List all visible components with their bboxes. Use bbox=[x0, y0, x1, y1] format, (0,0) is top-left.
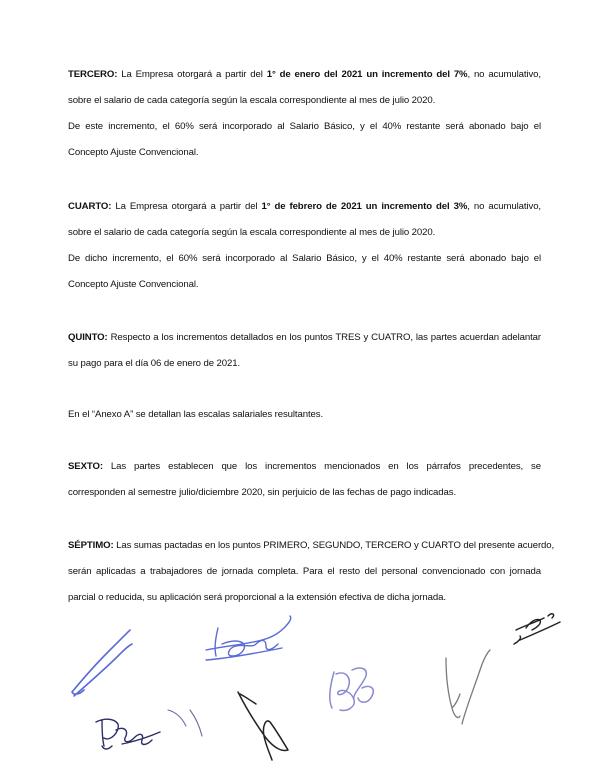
clause-line bbox=[68, 272, 541, 298]
signature-2 bbox=[206, 616, 291, 660]
clause-heading: SÉPTIMO: bbox=[68, 540, 114, 551]
clause-line bbox=[68, 351, 541, 377]
bold-text: 1° de febrero de 2021 un incremento del 3% bbox=[261, 201, 468, 212]
body-text: La Empresa otorgará a partir del bbox=[111, 201, 262, 212]
body-text: Concepto Ajuste Convencional. bbox=[68, 279, 199, 290]
body-text: sobre el salario de cada categoría según la escala correspondiente al mes de julio 2020. bbox=[68, 227, 436, 238]
clause-quinto bbox=[68, 325, 541, 377]
body-text: , no acumulativo, bbox=[467, 69, 541, 80]
clause-heading: SEXTO: bbox=[68, 461, 103, 472]
body-text: parcial o reducida, su aplicación será proporcional a la extensión efectiva de dicha jornada. bbox=[68, 592, 446, 603]
clause-line bbox=[68, 480, 541, 506]
body-text: De este incremento, el 60% será incorporado al Salario Básico, y el 40% restante será abonado bajo el bbox=[68, 121, 541, 132]
signature-8 bbox=[168, 710, 202, 736]
clause-line bbox=[68, 325, 541, 351]
body-text: Concepto Ajuste Convencional. bbox=[68, 147, 199, 158]
signature-3 bbox=[514, 614, 560, 644]
body-text: De dicho incremento, el 60% será incorporado al Salario Básico, y el 40% restante será abonado bajo el bbox=[68, 253, 541, 264]
body-text: , no acumulativo, bbox=[467, 201, 541, 212]
clause-line bbox=[68, 220, 541, 246]
body-text: su pago para el día 06 de enero de 2021. bbox=[68, 358, 241, 369]
clause-line bbox=[68, 88, 541, 114]
body-text: En el “Anexo A” se detallan las escalas salariales resultantes. bbox=[68, 409, 324, 420]
bold-text: 1° de enero del 2021 un incremento del 7% bbox=[266, 69, 468, 80]
clause-heading: QUINTO: bbox=[68, 332, 108, 343]
clause-line bbox=[68, 194, 541, 220]
body-text: sobre el salario de cada categoría según la escala correspondiente al mes de julio 2020. bbox=[68, 95, 436, 106]
clause-line bbox=[68, 246, 541, 272]
signature-6 bbox=[96, 719, 160, 749]
clause-heading: CUARTO: bbox=[68, 201, 112, 212]
clause-line bbox=[68, 140, 541, 166]
signature-4 bbox=[330, 668, 373, 710]
body-text: Las partes establecen que los incrementos mencionados en los párrafos precedentes, se bbox=[102, 461, 541, 472]
body-text: Las sumas pactadas en los puntos PRIMERO, SEGUNDO, TERCERO y CUARTO del presente acuerdo, bbox=[113, 540, 555, 551]
clause-anexo-note bbox=[68, 402, 541, 428]
signature-5 bbox=[446, 650, 490, 724]
clause-line bbox=[68, 402, 541, 428]
body-text: La Empresa otorgará a partir del bbox=[117, 69, 267, 80]
body-text: serán aplicadas a trabajadores de jornada completa. Para el resto del personal convencionado con jornada bbox=[68, 566, 541, 577]
signature-7 bbox=[238, 692, 288, 760]
clause-cuarto bbox=[68, 194, 541, 298]
signature-1 bbox=[72, 630, 132, 696]
clause-line bbox=[68, 114, 541, 140]
clause-line bbox=[68, 454, 541, 480]
clause-heading: TERCERO: bbox=[68, 69, 118, 80]
clause-sexto bbox=[68, 454, 541, 506]
signatures-area bbox=[0, 600, 595, 770]
clause-tercero bbox=[68, 62, 541, 166]
clause-line bbox=[68, 533, 555, 559]
body-text: corresponden al semestre julio/diciembre 2020, sin perjuicio de las fechas de pago indicadas. bbox=[68, 487, 457, 498]
body-text: Respecto a los incrementos detallados en los puntos TRES y CUATRO, las partes acuerdan adelantar bbox=[107, 332, 541, 343]
clause-line bbox=[68, 559, 541, 585]
clause-line bbox=[68, 62, 541, 88]
